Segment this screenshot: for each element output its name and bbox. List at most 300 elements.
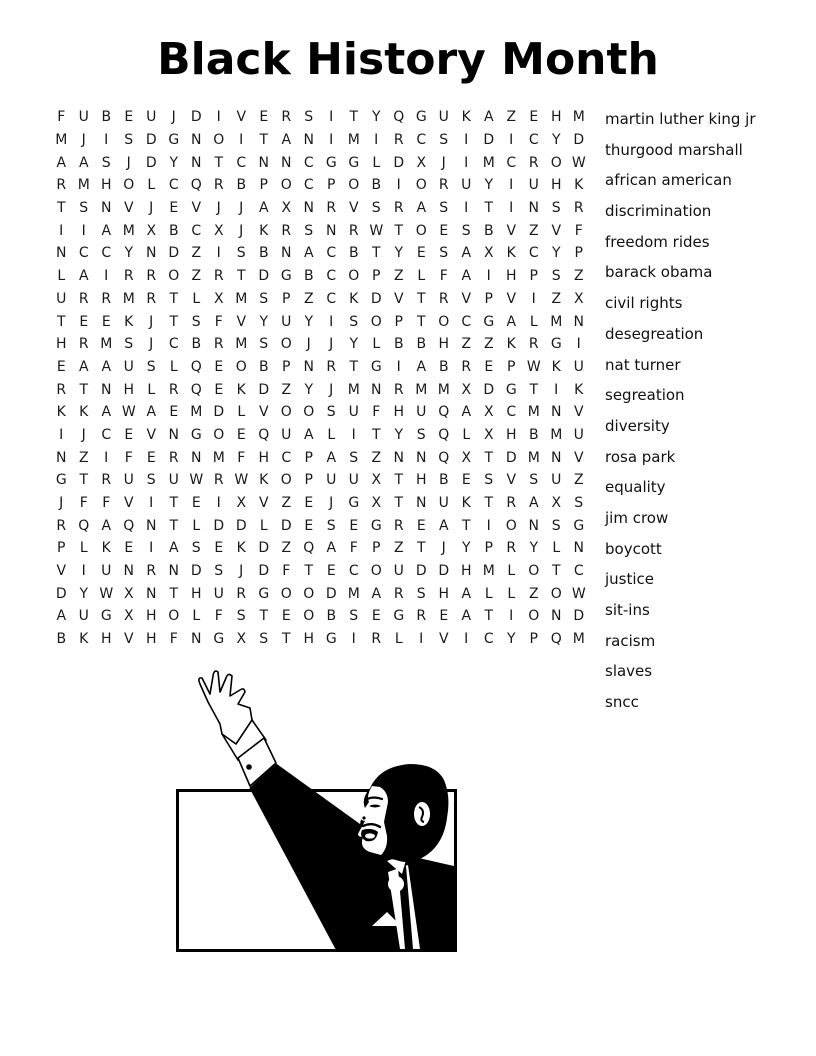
grid-cell: X (551, 495, 562, 512)
grid-cell: X (236, 631, 247, 648)
grid-cell: M (347, 381, 360, 398)
grid-cell: F (574, 222, 583, 239)
grid-cell: D (235, 517, 247, 534)
grid-cell: Q (393, 109, 405, 126)
grid-cell: G (190, 426, 202, 443)
grid-cell: K (461, 495, 471, 512)
grid-cell: N (101, 381, 112, 398)
grid-cell: M (482, 563, 495, 580)
grid-cell: Z (191, 245, 202, 262)
grid-cell: M (437, 381, 450, 398)
grid-cell: E (169, 200, 179, 217)
grid-cell: N (416, 495, 427, 512)
grid-cell: E (214, 381, 224, 398)
grid-cell: R (56, 381, 67, 398)
grid-cell: V (551, 222, 562, 239)
grid-cell: R (78, 290, 89, 307)
grid-cell: B (438, 472, 449, 489)
grid-cell: A (461, 608, 472, 625)
grid-cell: Y (529, 540, 539, 557)
grid-cell: D (190, 563, 202, 580)
grid-cell: U (78, 109, 89, 126)
grid-cell: J (81, 426, 86, 443)
grid-cell: R (393, 585, 404, 602)
grid-cell: O (123, 177, 135, 194)
grid-cell: N (573, 540, 584, 557)
grid-cell: S (439, 132, 449, 149)
grid-cell: R (416, 608, 427, 625)
grid-cell: Q (550, 631, 562, 648)
grid-cell: O (280, 585, 292, 602)
grid-cell: I (396, 358, 401, 375)
grid-cell: A (78, 154, 89, 171)
grid-cell: K (461, 109, 471, 126)
grid-cell: L (507, 585, 516, 602)
grid-cell: C (506, 404, 517, 421)
grid-cell: I (509, 177, 514, 194)
grid-cell: M (572, 631, 585, 648)
grid-cell: E (439, 222, 449, 239)
grid-cell: A (281, 132, 292, 149)
grid-cell: A (303, 426, 314, 443)
grid-cell: I (486, 517, 491, 534)
grid-cell: B (348, 245, 359, 262)
grid-cell: O (415, 222, 427, 239)
grid-cell: I (104, 268, 109, 285)
grid-cell: Y (551, 132, 561, 149)
grid-cell: M (347, 585, 360, 602)
grid-cell: S (101, 154, 111, 171)
grid-cell: W (369, 222, 384, 239)
grid-cell: B (258, 245, 269, 262)
grid-cell: K (124, 313, 134, 330)
grid-cell: A (461, 268, 472, 285)
grid-cell: I (419, 631, 424, 648)
grid-cell: O (168, 608, 180, 625)
grid-cell: Z (191, 268, 202, 285)
grid-cell: I (464, 200, 469, 217)
grid-cell: I (531, 290, 536, 307)
grid-cell: Y (484, 177, 494, 194)
grid-cell: C (416, 132, 427, 149)
grid-cell: I (216, 109, 221, 126)
grid-cell: T (169, 313, 179, 330)
grid-cell: R (393, 200, 404, 217)
grid-cell: C (168, 336, 179, 353)
grid-cell: G (550, 336, 562, 353)
grid-cell: D (393, 154, 405, 171)
grid-cell: S (484, 472, 494, 489)
grid-cell: O (235, 358, 247, 375)
grid-cell: H (258, 449, 270, 466)
grid-cell: M (190, 404, 203, 421)
grid-cell: P (372, 540, 381, 557)
grid-cell: N (146, 517, 157, 534)
grid-cell: R (438, 290, 449, 307)
grid-cell: E (461, 472, 471, 489)
grid-cell: H (550, 177, 562, 194)
grid-cell: S (79, 200, 89, 217)
grid-cell: S (529, 472, 539, 489)
grid-cell: T (416, 290, 426, 307)
grid-cell: B (101, 109, 112, 126)
grid-cell: O (370, 563, 382, 580)
grid-cell: Z (551, 290, 562, 307)
grid-cell: R (281, 222, 292, 239)
grid-cell: I (216, 245, 221, 262)
grid-cell: B (371, 177, 382, 194)
grid-cell: O (528, 608, 540, 625)
grid-cell: N (326, 222, 337, 239)
grid-cell: T (416, 540, 426, 557)
grid-cell: H (550, 109, 562, 126)
grid-cell: C (281, 449, 292, 466)
grid-cell: A (101, 222, 112, 239)
grid-cell: P (394, 313, 403, 330)
grid-cell: N (551, 608, 562, 625)
word-item: justice (605, 570, 655, 589)
grid-cell: X (483, 404, 494, 421)
grid-cell: D (258, 268, 270, 285)
grid-cell: I (149, 540, 154, 557)
grid-cell: P (304, 472, 313, 489)
grid-cell: P (507, 358, 516, 375)
grid-cell: V (146, 426, 157, 443)
grid-cell: S (124, 132, 134, 149)
word-item: martin luther king jr (605, 110, 756, 128)
grid-cell: M (347, 132, 360, 149)
grid-cell: X (123, 585, 134, 602)
grid-cell: S (416, 585, 426, 602)
grid-cell: C (573, 563, 584, 580)
grid-cell: T (259, 132, 269, 149)
grid-cell: S (349, 313, 359, 330)
grid-cell: Q (438, 426, 450, 443)
grid-cell: L (147, 177, 156, 194)
grid-cell: I (329, 313, 334, 330)
grid-cell: A (56, 608, 67, 625)
grid-cell: L (462, 426, 471, 443)
grid-cell: R (281, 109, 292, 126)
grid-cell: M (550, 313, 563, 330)
grid-cell: R (393, 381, 404, 398)
grid-cell: N (281, 245, 292, 262)
grid-cell: C (303, 177, 314, 194)
grid-cell: L (192, 290, 201, 307)
grid-cell: O (280, 336, 292, 353)
grid-cell: Q (258, 426, 270, 443)
grid-cell: V (56, 563, 67, 580)
grid-cell: N (56, 449, 67, 466)
grid-cell: E (371, 608, 381, 625)
grid-cell: L (327, 426, 336, 443)
grid-cell: M (55, 132, 68, 149)
grid-cell: Z (573, 268, 584, 285)
mlk-illustration (160, 660, 480, 960)
grid-cell: E (439, 608, 449, 625)
cufflink-dot (246, 764, 252, 770)
grid-cell: R (213, 177, 224, 194)
word-item: nat turner (605, 355, 681, 374)
grid-cell: E (236, 426, 246, 443)
grid-cell: M (482, 154, 495, 171)
grid-cell: B (236, 177, 247, 194)
grid-cell: L (417, 268, 426, 285)
grid-cell: G (100, 608, 112, 625)
grid-cell: I (464, 154, 469, 171)
grid-cell: X (573, 290, 584, 307)
grid-cell: M (235, 290, 248, 307)
grid-cell: M (572, 109, 585, 126)
grid-cell: L (394, 631, 403, 648)
grid-cell: A (416, 200, 427, 217)
grid-cell: I (509, 132, 514, 149)
grid-cell: Z (281, 381, 292, 398)
grid-cell: L (259, 517, 268, 534)
grid-cell: O (280, 177, 292, 194)
grid-cell: H (505, 268, 517, 285)
grid-cell: S (259, 336, 269, 353)
grid-cell: K (259, 222, 269, 239)
grid-cell: K (79, 404, 89, 421)
grid-cell: C (483, 631, 494, 648)
grid-cell: U (551, 472, 562, 489)
grid-cell: L (552, 540, 561, 557)
grid-cell: S (439, 200, 449, 217)
grid-cell: T (484, 495, 494, 512)
grid-cell: T (169, 517, 179, 534)
grid-cell: R (56, 517, 67, 534)
grid-cell: R (146, 268, 157, 285)
grid-cell: I (104, 132, 109, 149)
grid-cell: F (169, 631, 178, 648)
grid-cell: P (529, 268, 538, 285)
grid-cell: D (258, 540, 270, 557)
word-item: jim crow (605, 508, 669, 527)
grid-cell: T (529, 381, 539, 398)
grid-cell: L (192, 517, 201, 534)
grid-cell: D (190, 109, 202, 126)
grid-cell: C (326, 245, 337, 262)
grid-cell: N (191, 154, 202, 171)
grid-cell: D (573, 608, 585, 625)
grid-cell: Y (394, 245, 404, 262)
grid-cell: N (168, 426, 179, 443)
grid-cell: I (396, 177, 401, 194)
grid-cell: O (528, 563, 540, 580)
grid-cell: G (168, 132, 180, 149)
grid-cell: W (121, 404, 136, 421)
grid-cell: R (213, 268, 224, 285)
grid-cell: M (212, 449, 225, 466)
grid-cell: K (551, 358, 561, 375)
grid-cell: B (303, 268, 314, 285)
grid-cell: D (325, 585, 337, 602)
grid-cell: D (168, 245, 180, 262)
grid-cell: I (509, 200, 514, 217)
grid-cell: Y (461, 540, 471, 557)
grid-cell: L (147, 381, 156, 398)
grid-cell: G (505, 381, 517, 398)
grid-cell: N (528, 517, 539, 534)
grid-cell: R (213, 336, 224, 353)
grid-cell: N (168, 563, 179, 580)
grid-cell: V (123, 631, 134, 648)
grid-cell: B (416, 336, 427, 353)
grid-cell: T (56, 313, 66, 330)
grid-cell: X (146, 222, 157, 239)
grid-cell: G (370, 517, 382, 534)
grid-cell: U (123, 472, 134, 489)
grid-cell: E (169, 404, 179, 421)
grid-cell: F (124, 449, 133, 466)
grid-cell: O (213, 132, 225, 149)
grid-cell: K (506, 245, 516, 262)
grid-cell: R (213, 472, 224, 489)
grid-cell: V (506, 290, 517, 307)
grid-cell: A (438, 517, 449, 534)
grid-cell: J (306, 336, 311, 353)
grid-cell: R (371, 631, 382, 648)
grid-cell: J (239, 563, 244, 580)
grid-cell: I (374, 132, 379, 149)
grid-cell: P (259, 177, 268, 194)
grid-cell: C (326, 268, 337, 285)
word-item: sncc (605, 693, 639, 712)
grid-cell: T (416, 313, 426, 330)
grid-cell: A (506, 313, 517, 330)
grid-cell: B (393, 336, 404, 353)
word-item: diversity (605, 416, 670, 435)
grid-cell: V (191, 200, 202, 217)
grid-cell: I (351, 426, 356, 443)
grid-cell: D (258, 381, 270, 398)
grid-cell: U (56, 290, 67, 307)
grid-cell: Q (438, 449, 450, 466)
grid-cell: O (280, 404, 292, 421)
grid-cell: V (258, 495, 269, 512)
grid-cell: I (464, 132, 469, 149)
grid-cell: F (79, 495, 88, 512)
grid-cell: I (104, 449, 109, 466)
grid-cell: R (101, 290, 112, 307)
grid-cell: A (371, 585, 382, 602)
grid-cell: V (236, 313, 247, 330)
grid-cell: T (484, 200, 494, 217)
grid-cell: V (393, 290, 404, 307)
grid-cell: B (56, 631, 67, 648)
grid-cell: X (371, 472, 382, 489)
grid-cell: D (258, 563, 270, 580)
grid-cell: T (371, 426, 381, 443)
grid-cell: A (101, 517, 112, 534)
grid-cell: M (122, 222, 135, 239)
grid-cell: K (56, 404, 66, 421)
grid-cell: S (146, 472, 156, 489)
grid-cell: A (146, 404, 157, 421)
grid-cell: D (438, 563, 450, 580)
grid-cell: U (438, 495, 449, 512)
grid-cell: A (303, 245, 314, 262)
grid-cell: V (461, 290, 472, 307)
word-item: slaves (605, 662, 653, 681)
grid-cell: B (191, 336, 202, 353)
grid-cell: P (574, 245, 583, 262)
grid-cell: T (461, 517, 471, 534)
grid-cell: X (123, 608, 134, 625)
grid-cell: X (213, 222, 224, 239)
grid-cell: P (529, 631, 538, 648)
grid-cell: G (348, 154, 360, 171)
grid-cell: C (506, 154, 517, 171)
grid-cell: D (55, 585, 67, 602)
grid-cell: Q (438, 404, 450, 421)
grid-cell: H (438, 336, 450, 353)
grid-cell: B (528, 426, 539, 443)
grid-cell: P (304, 449, 313, 466)
grid-cell: Y (79, 585, 89, 602)
grid-cell: F (349, 540, 358, 557)
grid-cell: I (216, 495, 221, 512)
grid-cell: H (303, 631, 315, 648)
grid-cell: B (258, 358, 269, 375)
grid-cell: R (168, 449, 179, 466)
grid-cell: D (573, 132, 585, 149)
grid-cell: U (326, 472, 337, 489)
grid-cell: X (213, 290, 224, 307)
grid-cell: W (99, 585, 114, 602)
grid-cell: U (438, 109, 449, 126)
grid-cell: I (486, 268, 491, 285)
grid-cell: U (573, 358, 584, 375)
grid-cell: R (123, 268, 134, 285)
grid-cell: I (576, 336, 581, 353)
grid-cell: A (326, 449, 337, 466)
word-item: barack obama (605, 263, 713, 282)
grid-cell: E (304, 517, 314, 534)
grid-cell: N (101, 200, 112, 217)
grid-cell: C (528, 245, 539, 262)
grid-cell: T (169, 290, 179, 307)
grid-cell: F (237, 449, 246, 466)
grid-cell: R (573, 200, 584, 217)
grid-cell: W (571, 154, 586, 171)
grid-cell: S (236, 245, 246, 262)
word-item: freedom rides (605, 232, 710, 251)
grid-cell: M (527, 404, 540, 421)
grid-cell: D (145, 132, 157, 149)
grid-cell: U (281, 313, 292, 330)
grid-cell: S (146, 358, 156, 375)
grid-cell: T (349, 109, 359, 126)
grid-cell: E (191, 495, 201, 512)
grid-cell: S (259, 631, 269, 648)
grid-cell: A (101, 404, 112, 421)
grid-cell: H (460, 563, 472, 580)
grid-cell: R (506, 495, 517, 512)
grid-cell: C (236, 154, 247, 171)
grid-cell: Z (528, 585, 539, 602)
grid-cell: U (78, 608, 89, 625)
grid-cell: B (168, 222, 179, 239)
grid-cell: E (124, 540, 134, 557)
grid-cell: G (325, 154, 337, 171)
word-item: sit-ins (605, 601, 650, 619)
grid-cell: A (483, 109, 494, 126)
grid-cell: H (123, 381, 135, 398)
grid-cell: E (416, 517, 426, 534)
grid-cell: E (484, 358, 494, 375)
